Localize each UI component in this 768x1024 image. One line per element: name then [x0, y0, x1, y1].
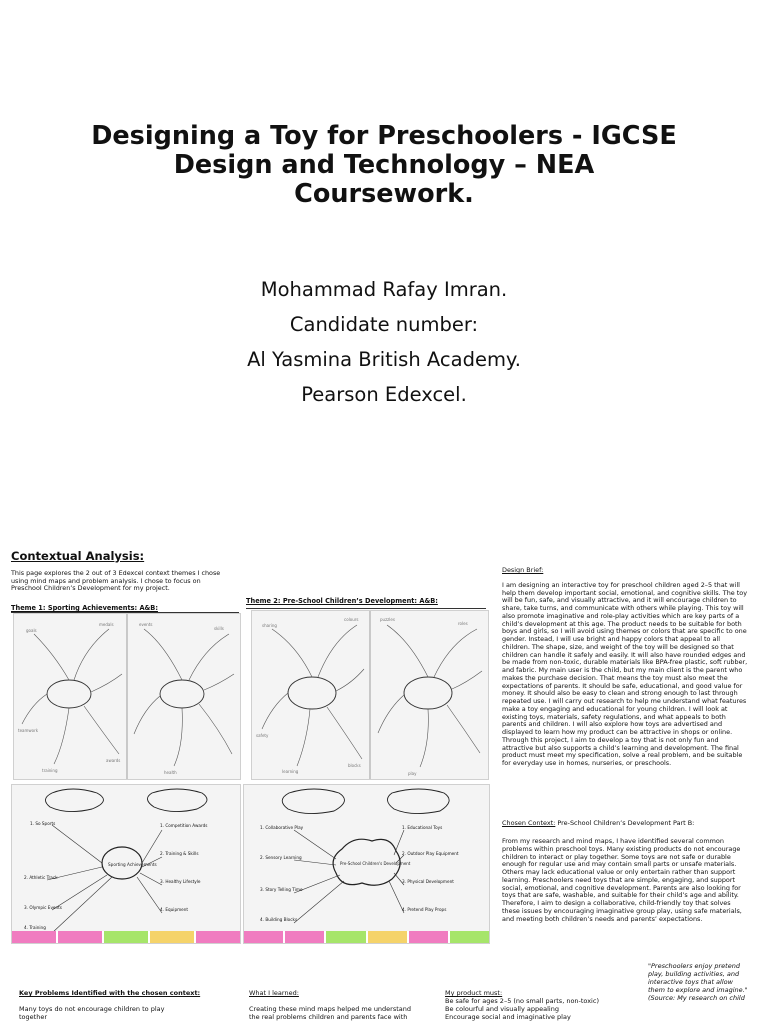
- svg-text:play: play: [408, 771, 417, 776]
- page-title: Designing a Toy for Preschoolers - IGCSE Design and Technology – NEA Coursework.: [91, 121, 677, 209]
- note: [285, 931, 324, 943]
- mindmap-sketch: [14, 614, 240, 779]
- preschool-right-4: 4. Pretend Play Props: [402, 907, 447, 912]
- mindmap-sporting-ab: [13, 613, 241, 780]
- learned-line: the real problems children and parents face with: [249, 1013, 408, 1021]
- note: [409, 931, 448, 943]
- must-line: Be colourful and visually appealing: [445, 1005, 559, 1013]
- preschool-right-2: 2. Outdoor Play Equipment: [402, 851, 459, 856]
- theme2-label: Theme 2: Pre-School Children’s Development: A&B:: [246, 597, 438, 605]
- key-problem-line: Many toys do not encourage children to play: [19, 1005, 165, 1013]
- note: [196, 931, 240, 943]
- sporting-center-label: Sporting Achievements: [108, 862, 157, 867]
- mindmap-preschool-ab: [251, 610, 489, 780]
- sporting-left-2: 2. Athletic Track: [24, 875, 58, 880]
- preschool-right-1: 1. Educational Toys: [402, 825, 443, 830]
- svg-text:medals: medals: [99, 622, 114, 627]
- product-must-heading: My product must:: [445, 989, 503, 997]
- chosen-context: [502, 819, 694, 827]
- sporting-right-1: 1. Competition Awards: [160, 823, 208, 828]
- note: [12, 931, 56, 943]
- svg-text:teamwork: teamwork: [18, 728, 39, 733]
- svg-text:events: events: [139, 622, 153, 627]
- contextual-intro: This page explores the 2 out of 3 Edexcel context themes I chose using mind maps and problem analysis. I chose to focus on Preschool Children’s Development for my project.: [11, 569, 221, 593]
- notes-strip: [12, 931, 240, 943]
- preschool-left-1: 1. Collaborative Play: [260, 825, 304, 830]
- design-brief-text: I am designing an interactive toy for preschool children aged 2–5 that will help them develop important social, emotional, and cognitive skills. The toy will be fun, safe, and visually attractive, and it will encourage children to share, take turns, and communicate with others while playing. This toy will also promote imaginative and role-play activities which are key parts of a child’s development at this age. The product needs to be suitable for both boys and girls, so I will avoid using themes or colors that are specific to one gender. Instead, I will use bright and happy colors that appeal to all children. The shape, size, and weight of the toy will be designed so that children can handle it safely and easily. It will also have rounded edges and be made from non-toxic, durable materials like BPA-free plastic, soft rubber, and fabric. My main user is the child, but my main client is the parent who makes the purchase decision. That means the toy must also meet the expectations of parents. It should be safe, educational, and good value for money. It should also be easy to clean and strong enough to last through repeated use. I will carry out research to help me understand what features make a toy engaging and educational for young children. I will look at existing toys, materials, safety regulations, and what appeals to both parents and children. I will also explore how toys are advertised and displayed to learn how my product can be attractive in shops or online. Through this project, I aim to develop a toy that is not only fun and attractive but also supports a child’s learning and development. The final product must meet my specification, solve a real problem, and be suitable for everyday use in homes, nurseries, or preschools.: [502, 580, 748, 767]
- sporting-right-2: 2. Training & Skills: [160, 851, 199, 856]
- svg-text:training: training: [42, 768, 58, 773]
- svg-text:colours: colours: [344, 617, 359, 622]
- mindmap-sketch: [244, 785, 489, 943]
- note: [58, 931, 102, 943]
- what-i-learned: [249, 989, 439, 1021]
- product-must: [445, 989, 635, 1021]
- note: [326, 931, 365, 943]
- key-problem-line: together: [19, 1013, 47, 1021]
- notes-strip: [244, 931, 489, 943]
- mindmap-sketch: [252, 611, 488, 779]
- sporting-right-4: 4. Equipment: [160, 907, 189, 912]
- svg-text:health: health: [164, 770, 177, 775]
- contextual-heading: Contextual Analysis:: [11, 549, 145, 563]
- sporting-left-4: 4. Training: [24, 925, 46, 930]
- design-brief: [502, 567, 748, 768]
- svg-text:roles: roles: [458, 621, 468, 626]
- school-name: Al Yasmina British Academy.: [247, 348, 521, 371]
- chosen-context-text: From my research and mind maps, I have identified several common problems within preschool toys. Many existing products do not encourage children to interact or play together. Some toys are not safe or durable enough for regular use and may contain small parts or unsafe materials. Others may lack educational value or only entertain rather than support learning. Preschoolers need toys that are simple, engaging, and support social, emotional, and cognitive development. Parents are also looking for toys that are safe, washable, and suitable for their child’s age and ability. Therefore, I aim to design a collaborative, child-friendly toy that solves these issues by encouraging imaginative group play, using safe materials, and meeting both children’s needs and parents’ expectations.: [502, 837, 742, 923]
- author-name: Mohammad Rafay Imran.: [260, 278, 508, 301]
- exam-board: Pearson Edexcel.: [301, 383, 467, 406]
- preschool-left-4: 4. Building Blocks: [260, 917, 298, 922]
- mindmap-sporting-detailed: [11, 784, 241, 944]
- must-line: Encourage social and imaginative play: [445, 1013, 571, 1021]
- chosen-context-value: Pre-School Children’s Development Part B:: [555, 819, 695, 827]
- preschool-left-3: 3. Story Telling Time: [260, 887, 303, 892]
- svg-text:blocks: blocks: [348, 763, 361, 768]
- svg-text:goals: goals: [26, 628, 37, 633]
- sporting-left-1: 1. So Sports: [30, 821, 56, 826]
- key-problems-heading: Key Problems Identified with the chosen context:: [19, 989, 201, 997]
- sporting-left-3: 3. Olympic Events: [24, 905, 62, 910]
- key-problems: [19, 989, 219, 1021]
- research-quote: "Preschoolers enjoy pretend play, building activities, and interactive toys that allow them to explore and imagine." (Source: My research on child: [648, 962, 748, 1003]
- svg-text:sharing: sharing: [262, 623, 277, 628]
- svg-text:safety: safety: [256, 733, 269, 738]
- preschool-right-3: 3. Physical Development: [402, 879, 454, 884]
- mindmap-preschool-detailed: [243, 784, 490, 944]
- note: [104, 931, 148, 943]
- svg-text:awards: awards: [106, 758, 121, 763]
- design-brief-heading: Design Brief:: [502, 566, 544, 574]
- svg-text:learning: learning: [282, 769, 299, 774]
- must-line: Be safe for ages 2–5 (no small parts, non-toxic): [445, 997, 599, 1005]
- preschool-left-2: 2. Sensory Learning: [260, 855, 302, 860]
- preschool-center-label: Pre-School Children's Development: [340, 861, 411, 866]
- what-i-learned-heading: What I learned:: [249, 989, 299, 997]
- note: [368, 931, 407, 943]
- note: [244, 931, 283, 943]
- learned-line: Creating these mind maps helped me understand: [249, 1005, 412, 1013]
- theme2-rule: [246, 608, 486, 609]
- author-block: [134, 272, 634, 412]
- chosen-context-heading: Chosen Context:: [502, 819, 556, 827]
- sporting-right-3: 3. Healthy Lifestyle: [160, 879, 201, 884]
- svg-text:skills: skills: [214, 626, 224, 631]
- svg-text:puzzles: puzzles: [380, 617, 395, 622]
- note: [150, 931, 194, 943]
- candidate-number: Candidate number:: [289, 313, 479, 336]
- note: [450, 931, 489, 943]
- mindmap-sketch: [12, 785, 240, 943]
- theme1-label: Theme 1: Sporting Achievements: A&B:: [11, 604, 158, 612]
